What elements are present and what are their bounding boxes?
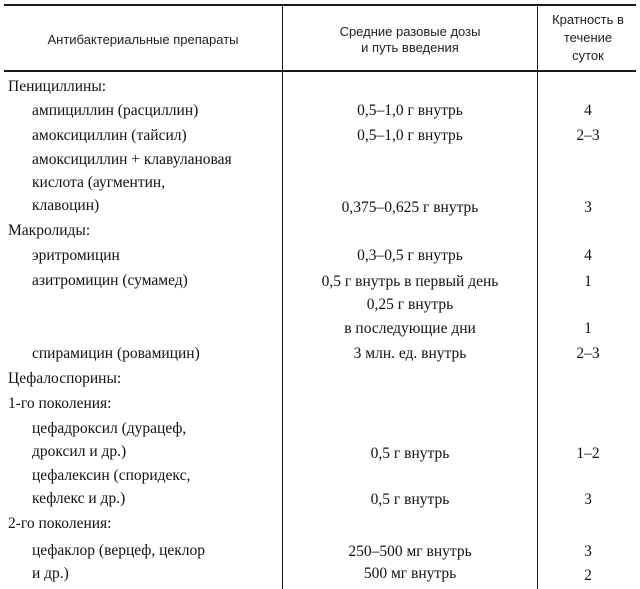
dose-azithromycin-next-line1: 0,25 г внутрь [366,296,454,313]
header-dose-line1: Средние разовые дозы [339,24,481,39]
header-drugs: Антибактериальные препараты [47,32,239,47]
dose-cefaclor-1: 250–500 мг внутрь [348,543,472,560]
drug-cefadroxil-line1: цефадроксил (дурацеф, [32,420,187,437]
dose-ampicillin: 0,5–1,0 г внутрь [357,102,463,119]
dose-azithromycin-first-day: 0,5 г внутрь в первый день [321,273,499,290]
drug-augmentin-line1: амоксициллин + клавулановая [32,151,232,168]
group-penicillins: Пенициллины: [8,78,107,95]
dose-cefadroxil: 0,5 г внутрь [370,445,450,462]
dose-amoxicillin: 0,5–1,0 г внутрь [357,127,463,144]
header-freq-line3: суток [572,48,604,63]
header-rule [4,70,636,72]
freq-cefaclor-2: 2 [584,567,592,584]
drug-amoxicillin: амоксициллин (тайсил) [32,127,187,144]
header-dose-line2: и путь введения [361,40,459,55]
freq-cefadroxil: 1–2 [576,445,600,462]
freq-azithromycin-next: 1 [584,320,592,337]
dose-cefaclor-2: 500 мг внутрь [363,565,457,582]
dose-erythromycin: 0,3–0,5 г внутрь [357,247,463,264]
drug-ampicillin: ампициллин (расциллин) [32,102,199,119]
header-freq-line1: Кратность в [552,12,624,27]
dose-cefalexin: 0,5 г внутрь [370,491,450,508]
drug-azithromycin: азитромицин (сумамед) [32,272,188,289]
drug-cefalexin-line2: кефлекс и др.) [32,490,126,507]
drug-cefadroxil-line2: дроксил и др.) [32,443,127,460]
drug-cefaclor-line1: цефаклор (верцеф, цеклор [32,542,206,559]
group-macrolides: Макролиды: [8,222,91,239]
freq-amoxicillin: 2–3 [576,127,600,144]
dose-augmentin: 0,375–0,625 г внутрь [341,199,479,216]
group-gen1: 1-го поколения: [8,395,112,412]
drug-augmentin-line3: клавоцин) [32,197,100,214]
freq-augmentin: 3 [584,199,592,216]
group-cephalosporins: Цефалоспорины: [8,370,122,387]
freq-cefalexin: 3 [584,491,592,508]
drug-augmentin-line2: кислота (аугментин, [32,174,166,191]
freq-azithromycin-first-day: 1 [584,273,592,290]
group-gen2: 2-го поколения: [8,515,112,532]
freq-cefaclor-1: 3 [584,543,592,560]
drug-cefalexin-line1: цефалексин (споридекс, [32,467,191,484]
dose-azithromycin-next-line2: в последующие дни [344,320,476,337]
drug-spiramycin: спирамицин (ровамицин) [32,345,200,362]
freq-ampicillin: 4 [584,102,592,119]
freq-erythromycin: 4 [584,247,592,264]
dose-spiramycin: 3 млн. ед. внутрь [353,345,467,362]
top-rule [4,4,636,6]
drug-erythromycin: эритромицин [32,247,120,264]
freq-spiramycin: 2–3 [576,345,600,362]
header-freq-line2: течение [563,30,613,45]
drug-cefaclor-line2: и др.) [32,565,69,582]
